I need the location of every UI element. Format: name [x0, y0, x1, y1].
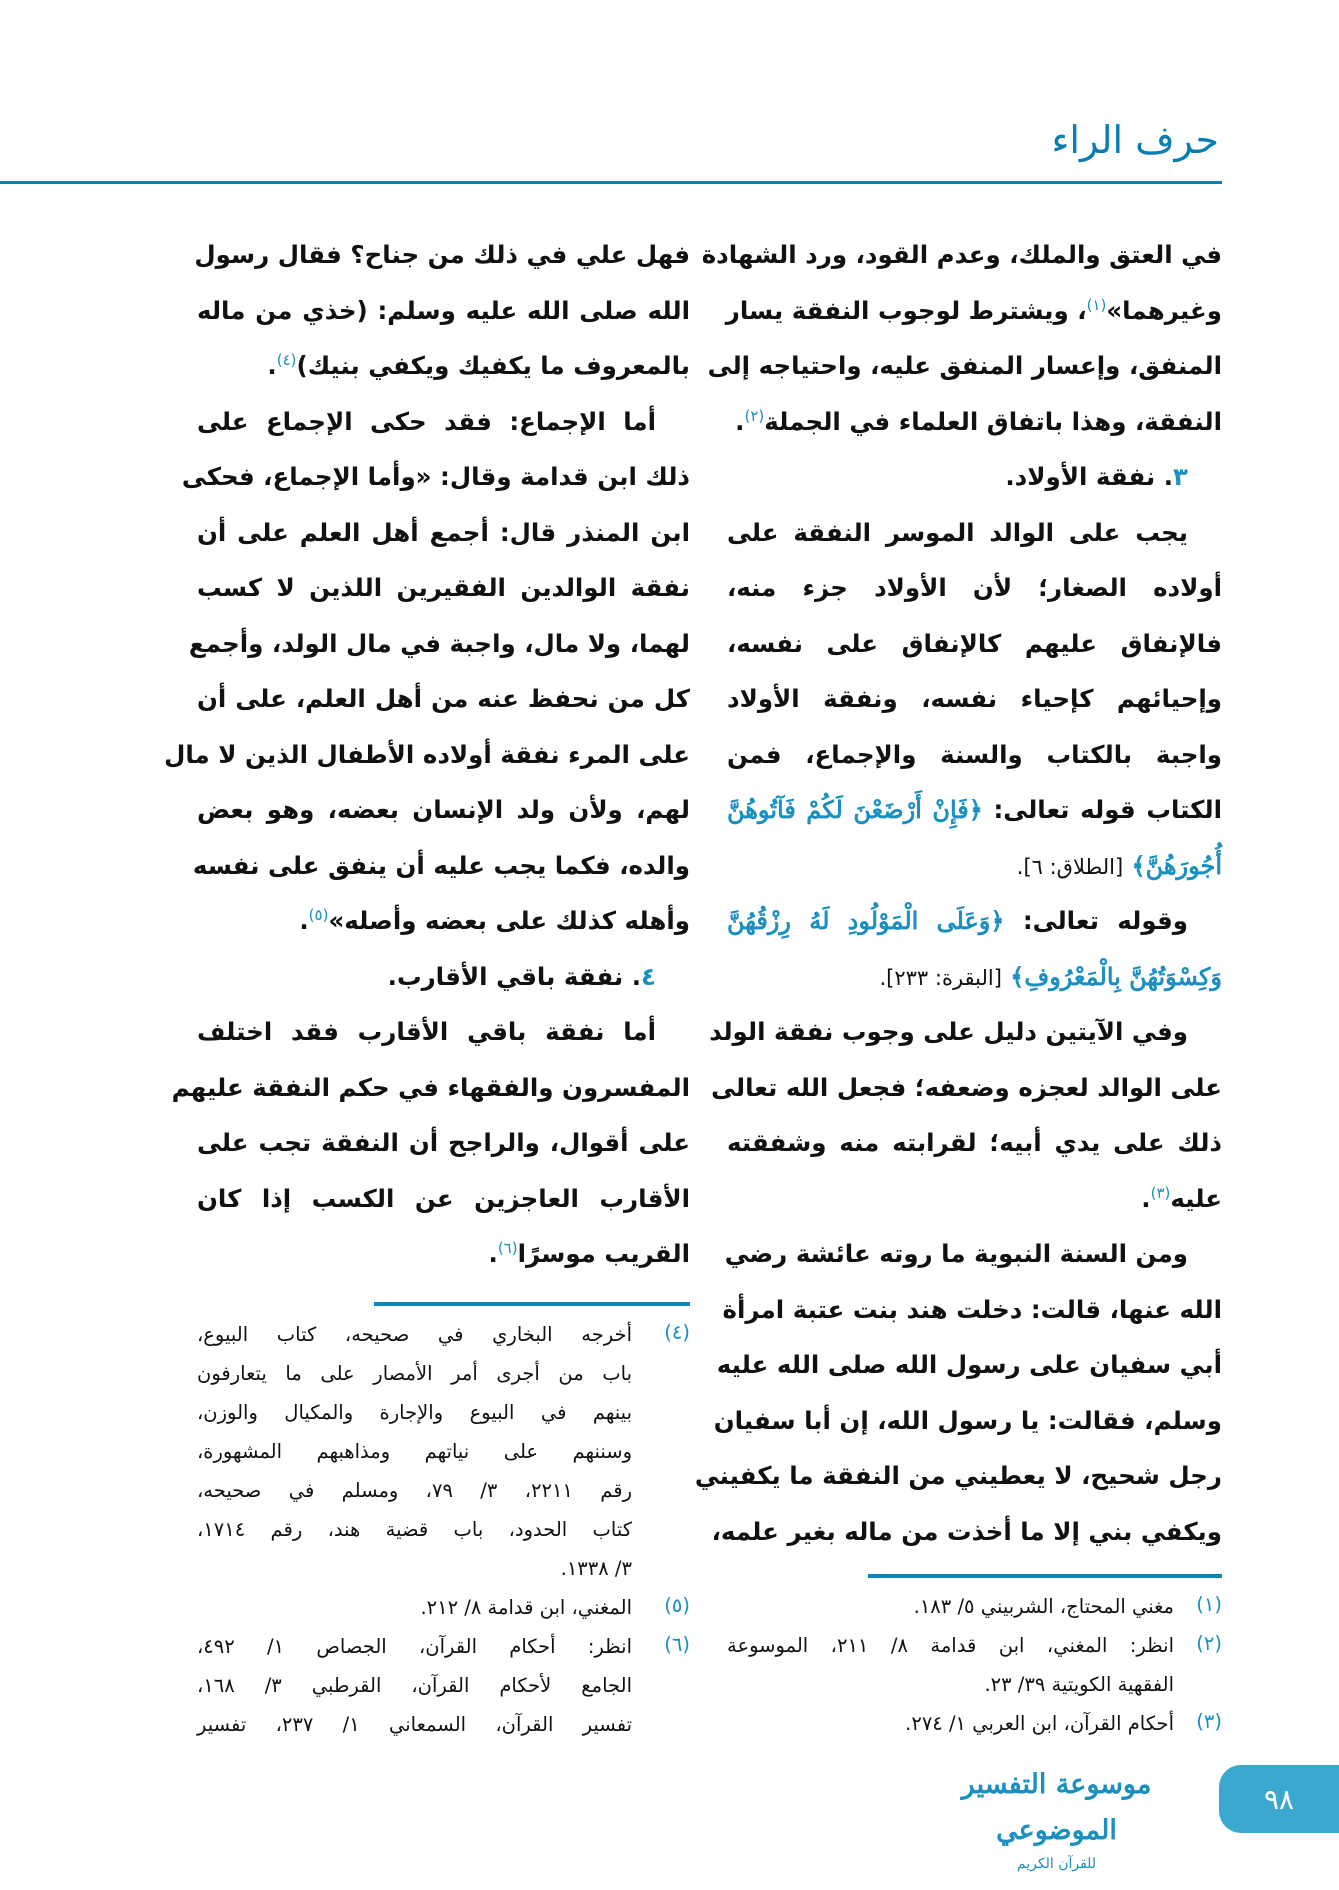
line-text: أما نفقة باقي الأقارب فقد اختلف: [197, 1017, 656, 1046]
text-line: [727, 671, 1222, 727]
line-text: كل من نحفظ عنه من أهل العلم، على أن: [197, 684, 690, 713]
line-text: .: [299, 906, 309, 935]
verse-citation: [الطلاق: ٦].: [1016, 854, 1124, 879]
line-text: .: [735, 406, 745, 436]
footnote-line: رقم ٢٢١١، ٣/ ٧٩، ومسلم في صحيحه،: [197, 1479, 632, 1502]
text-line: [197, 338, 690, 394]
verse-citation: [البقرة: ٢٣٣].: [879, 965, 1002, 990]
text-line: [727, 1171, 1222, 1227]
line-text: . نفقة باقي الأقارب.: [387, 961, 642, 991]
footnote-line: مغني المحتاج، الشربيني ٥/ ١٨٣.: [913, 1595, 1174, 1618]
text-line: [197, 505, 690, 561]
footnote-line: بينهم في البيوع والإجارة والمكيال والوزن،: [197, 1401, 632, 1424]
line-text: . نفقة الأولاد.: [1005, 462, 1174, 491]
line-text: الله عنها، قالت: دخلت هند بنت عتبة امرأة: [722, 1294, 1222, 1324]
line-text: الأقارب العاجزين عن الكسب إذا كان: [197, 1183, 690, 1213]
line-text: .: [488, 1239, 498, 1268]
line-text: ومن السنة النبوية ما روته عائشة رضي: [724, 1239, 1188, 1268]
footnote-number: (٥): [664, 1594, 690, 1617]
section-number: ٤: [641, 961, 656, 991]
footnote-line: الفقهية الكويتية ٣٩/ ٢٣.: [984, 1673, 1174, 1696]
line-text: في العتق والملك، وعدم القود، ورد الشهادة: [701, 240, 1222, 269]
footnote-line: الجامع لأحكام القرآن، القرطبي ٣/ ١٦٨،: [197, 1674, 632, 1697]
footnote-reference[interactable]: (١): [1086, 295, 1107, 314]
footnotes-right: [727, 1587, 1222, 1743]
text-line: [711, 1504, 1222, 1560]
line-text: لهم، ولأن ولد الإنسان بعضه، وهو بعض: [197, 795, 690, 824]
text-line: [197, 560, 690, 616]
text-line: [164, 727, 690, 783]
line-text: يجب على الوالد الموسر النفقة على: [727, 517, 1188, 547]
text-line: [727, 782, 1222, 838]
line-text: الله صلى الله عليه وسلم: (خذي من ماله: [197, 295, 690, 325]
text-line: [188, 616, 690, 672]
footnote-line: المغني، ابن قدامة ٨/ ٢١٢.: [420, 1596, 632, 1619]
text-line: [197, 394, 690, 450]
line-text: لهما، ولا مال، واجبة في مال الولد، وأجمع: [188, 628, 690, 658]
text-line: [711, 1060, 1222, 1116]
chapter-title: حرف الراء: [1051, 118, 1219, 162]
text-line: [181, 449, 690, 505]
right-text-column: [694, 227, 1222, 1559]
footnote-number: (٦): [664, 1633, 690, 1656]
line-text: رجل شحيح، لا يعطيني من النفقة ما يكفيني: [694, 1461, 1222, 1490]
line-text: على أقوال، والراجح أن النفقة تجب على: [197, 1128, 690, 1157]
line-text: ذلك ابن قدامة وقال: «وأما الإجماع، فحكى: [181, 462, 690, 491]
text-line: [727, 949, 1222, 1005]
line-text: وغيرهما»: [1106, 295, 1222, 325]
text-line: [727, 505, 1222, 561]
line-text: بالمعروف ما يكفيك ويكفي بنيك): [296, 351, 690, 380]
line-text: فالإنفاق عليهم كالإنفاق على نفسه،: [727, 628, 1222, 658]
line-text: على الوالد لعجزه وضعفه؛ فجعل الله تعالى: [711, 1072, 1222, 1102]
text-line: [197, 671, 690, 727]
line-text: المنفق، وإعسار المنفق عليه، واحتياجه إلى: [707, 351, 1222, 380]
line-text: وقوله تعالى:: [1004, 906, 1188, 935]
text-line: [171, 1060, 690, 1116]
footnote-reference[interactable]: (٢): [744, 406, 765, 425]
footnote-reference[interactable]: (٤): [276, 350, 297, 369]
left-text-column: [164, 227, 690, 1282]
footnote-line: ٣/ ١٣٣٨.: [560, 1557, 632, 1580]
footnote-number: (٤): [664, 1321, 690, 1344]
footnotes-left: [197, 1315, 690, 1744]
text-line: [727, 893, 1222, 949]
line-text: .: [1141, 1183, 1151, 1213]
text-line: [197, 949, 690, 1005]
footnote-number: (١): [1196, 1593, 1222, 1616]
text-line: [709, 1004, 1222, 1060]
page-number: ٩٨: [1263, 1782, 1295, 1816]
text-line: [722, 1282, 1222, 1338]
line-text: أولاده الصغار؛ لأن الأولاد جزء منه،: [727, 573, 1222, 602]
text-line: [724, 1226, 1222, 1282]
line-text: والده، فكما يجب عليه أن ينفق على نفسه: [192, 850, 690, 880]
text-line: [197, 1171, 690, 1227]
text-line: [727, 838, 1222, 894]
quran-verse: ﴿وَعَلَى الْمَوْلُودِ لَهُ رِزْقُهُنَّ: [727, 906, 1005, 935]
text-line: [727, 1115, 1222, 1171]
text-line: [727, 727, 1222, 783]
text-line: [716, 1337, 1222, 1393]
text-line: [727, 560, 1222, 616]
footnote-line: باب من أجرى أمر الأمصار على ما يتعارفون: [197, 1362, 632, 1385]
line-text: ويكفي بني إلا ما أخذت من ماله بغير علمه،: [711, 1516, 1222, 1546]
line-text: الكتاب قوله تعالى:: [982, 795, 1222, 824]
line-text: عليه: [1170, 1183, 1222, 1213]
line-text: وفي الآيتين دليل على وجوب نفقة الولد: [709, 1017, 1188, 1046]
header-divider: [0, 181, 1222, 184]
footnote-line: وسننهم على نياتهم ومذاهبهم المشهورة،: [197, 1440, 632, 1463]
line-text: وسلم، فقالت: يا رسول الله، إن أبا سفيان: [713, 1405, 1222, 1435]
line-text: القريب موسرًا: [517, 1239, 690, 1268]
page-number-badge: [1219, 1765, 1339, 1833]
text-line: [197, 283, 690, 339]
footnote-line: انظر: أحكام القرآن، الجصاص ١/ ٤٩٢،: [197, 1635, 632, 1658]
footnote-reference[interactable]: (٣): [1150, 1183, 1171, 1202]
encyclopedia-logo: [933, 1762, 1180, 1872]
text-line: [194, 227, 690, 283]
text-line: [197, 782, 690, 838]
footnote-number: (٣): [1196, 1710, 1222, 1733]
line-text: ابن المنذر قال: أجمع أهل العلم على أن: [197, 517, 690, 547]
line-text: فهل علي في ذلك من جناح؟ فقال رسول: [194, 240, 690, 269]
line-text: النفقة، وهذا باتفاق العلماء في الجملة: [764, 406, 1222, 436]
footnote-reference[interactable]: (٦): [497, 1238, 518, 1257]
logo-subtitle: للقرآن الكريم: [1016, 1856, 1097, 1872]
text-line: [197, 1226, 690, 1282]
line-text: وإحيائهم كإحياء نفسه، ونفقة الأولاد: [727, 684, 1222, 713]
line-text: نفقة الوالدين الفقيرين اللذين لا كسب: [197, 573, 690, 602]
footnote-separator-left: [374, 1302, 690, 1306]
section-number: ٣: [1173, 462, 1188, 491]
footnote-number: (٢): [1196, 1632, 1222, 1655]
text-line: [727, 616, 1222, 672]
footnote-line: أخرجه البخاري في صحيحه، كتاب البيوع،: [197, 1323, 632, 1346]
text-line: [727, 283, 1222, 339]
logo-title: موسوعة التفسير الموضوعي: [961, 1769, 1152, 1846]
line-text: وأهله كذلك على بعضه وأصله»: [328, 906, 690, 935]
quran-verse: أُجُورَهُنَّ﴾: [1123, 850, 1222, 880]
quran-verse: ﴿فَإِنْ أَرْضَعْنَ لَكُمْ فَآتُوهُنَّ: [727, 795, 983, 824]
line-text: ذلك على يدي أبيه؛ لقرابته منه وشفقته: [727, 1128, 1222, 1157]
line-text: المفسرون والفقهاء في حكم النفقة عليهم: [171, 1072, 690, 1102]
text-line: [713, 1393, 1222, 1449]
line-text: .: [267, 351, 277, 380]
footnote-reference[interactable]: (٥): [308, 905, 329, 924]
text-line: [727, 449, 1222, 505]
text-line: [707, 338, 1222, 394]
footnote-line: كتاب الحدود، باب قضية هند، رقم ١٧١٤،: [197, 1518, 632, 1541]
text-line: [727, 394, 1222, 450]
text-line: [694, 1448, 1222, 1504]
text-line: [701, 227, 1222, 283]
line-text: ، ويشترط لوجوب النفقة يسار: [725, 295, 1087, 325]
footnote-separator-right: [868, 1574, 1222, 1578]
text-line: [197, 1115, 690, 1171]
text-line: [197, 893, 690, 949]
line-text: على المرء نفقة أولاده الأطفال الذين لا مال: [164, 739, 690, 769]
footnote-line: تفسير القرآن، السمعاني ١/ ٢٣٧، تفسير: [197, 1713, 632, 1736]
text-line: [192, 838, 690, 894]
text-line: [197, 1004, 690, 1060]
footnote-line: انظر: المغني، ابن قدامة ٨/ ٢١١، الموسوعة: [727, 1634, 1175, 1657]
quran-verse: وَكِسْوَتُهُنَّ بِالْمَعْرُوفِ﴾: [1001, 961, 1222, 991]
line-text: أبي سفيان على رسول الله صلى الله عليه: [716, 1350, 1222, 1379]
footnote-line: أحكام القرآن، ابن العربي ١/ ٢٧٤.: [905, 1712, 1174, 1735]
line-text: أما الإجماع: فقد حكى الإجماع على: [197, 406, 656, 436]
line-text: واجبة بالكتاب والسنة والإجماع، فمن: [727, 739, 1222, 769]
